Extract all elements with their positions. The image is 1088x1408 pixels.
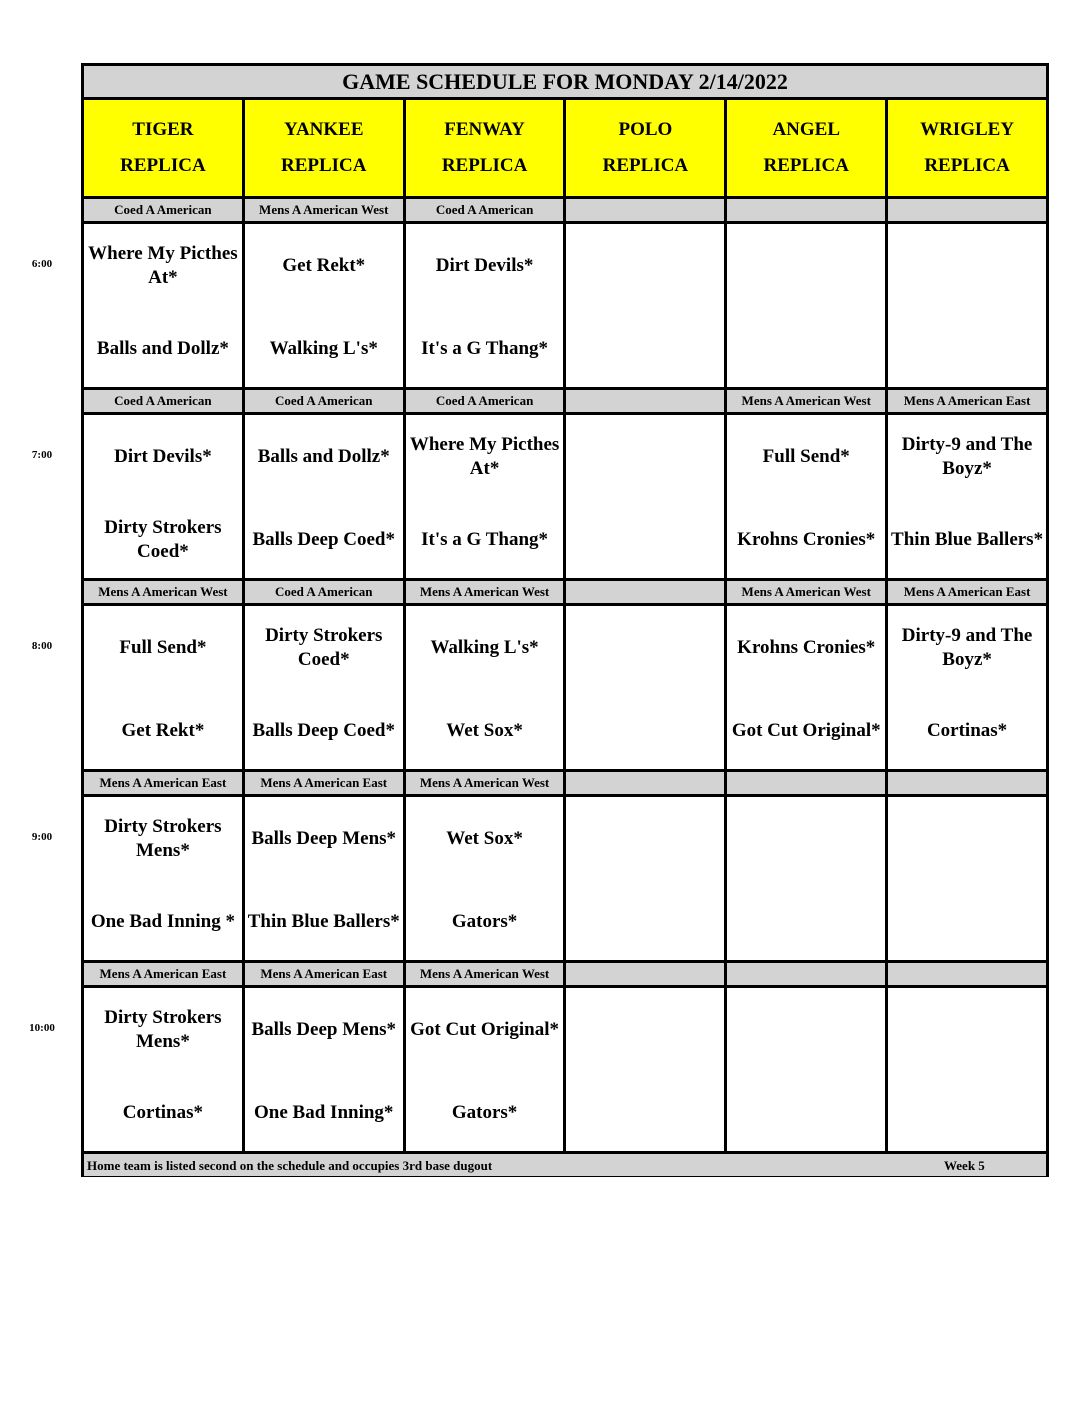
game-cell bbox=[84, 224, 242, 387]
game-cell bbox=[406, 988, 564, 1151]
game-cell bbox=[566, 988, 724, 1151]
game-cell bbox=[727, 988, 885, 1151]
game-cell bbox=[406, 415, 564, 578]
home-team: Dirty Strokers Coed* bbox=[104, 517, 222, 562]
game-cell bbox=[888, 797, 1046, 960]
division-label bbox=[566, 390, 724, 412]
time-label: 7:00 bbox=[31, 449, 53, 461]
home-team bbox=[566, 892, 724, 952]
venue-header bbox=[84, 100, 242, 196]
away-team bbox=[888, 809, 1046, 869]
game-cell bbox=[406, 606, 564, 769]
venue-subtitle: REPLICA bbox=[280, 155, 367, 176]
away-team: Dirty-9 and The Boyz* bbox=[901, 434, 1033, 479]
home-team bbox=[888, 892, 1046, 952]
division-label: Mens A American West bbox=[406, 963, 564, 985]
division-label: Coed A American bbox=[245, 390, 403, 412]
away-team: Dirt Devils* bbox=[114, 446, 212, 467]
venue-subtitle: REPLICA bbox=[602, 155, 689, 176]
game-cell bbox=[566, 415, 724, 578]
home-team: Get Rekt* bbox=[121, 720, 205, 741]
away-team: Got Cut Original* bbox=[410, 1019, 559, 1040]
home-team: Thin Blue Ballers* bbox=[247, 911, 400, 932]
away-team bbox=[566, 809, 724, 869]
game-cell bbox=[84, 797, 242, 960]
schedule-title: GAME SCHEDULE FOR MONDAY 2/14/2022 bbox=[84, 66, 1046, 97]
division-label: Mens A American East bbox=[245, 963, 403, 985]
game-cell bbox=[566, 797, 724, 960]
division-label bbox=[566, 199, 724, 221]
game-cell bbox=[406, 797, 564, 960]
venue-header bbox=[245, 100, 403, 196]
venue-name: WRIGLEY bbox=[920, 119, 1015, 140]
away-team: Where My Picthes At* bbox=[409, 434, 560, 479]
away-team bbox=[566, 618, 724, 678]
game-cell bbox=[566, 224, 724, 387]
home-team bbox=[566, 510, 724, 570]
venue-subtitle: REPLICA bbox=[924, 155, 1010, 176]
away-team: Full Send* bbox=[762, 446, 850, 467]
division-label: Mens A American West bbox=[406, 772, 564, 794]
division-label bbox=[566, 772, 724, 794]
division-label: Coed A American bbox=[406, 390, 564, 412]
game-cell bbox=[888, 606, 1046, 769]
division-label bbox=[727, 772, 885, 794]
game-cell bbox=[727, 224, 885, 387]
away-team: Dirty Strokers Coed* bbox=[265, 625, 383, 670]
venue-subtitle: REPLICA bbox=[441, 155, 528, 176]
division-label: Coed A American bbox=[245, 581, 403, 603]
home-team: Got Cut Original* bbox=[731, 720, 881, 741]
game-cell bbox=[245, 224, 403, 387]
time-label: 8:00 bbox=[31, 640, 53, 652]
away-team: Dirty Strokers Mens* bbox=[104, 816, 222, 861]
away-team: Krohns Cronies* bbox=[737, 637, 876, 658]
home-team: Walking L's* bbox=[269, 338, 378, 359]
home-team: It's a G Thang* bbox=[421, 338, 549, 359]
time-column bbox=[0, 0, 84, 1408]
away-team bbox=[888, 1000, 1046, 1060]
home-team: Cortinas* bbox=[122, 1102, 204, 1123]
venue-name: TIGER bbox=[132, 119, 194, 140]
venue-name: POLO bbox=[618, 119, 673, 140]
away-team bbox=[727, 809, 885, 869]
week-label: Week 5 bbox=[944, 1158, 985, 1173]
division-label: Coed A American bbox=[84, 390, 242, 412]
away-team: Balls Deep Mens* bbox=[251, 828, 397, 849]
away-team bbox=[566, 427, 724, 487]
division-label: Mens A American East bbox=[245, 772, 403, 794]
game-cell bbox=[727, 797, 885, 960]
division-label bbox=[888, 963, 1046, 985]
division-label: Mens A American West bbox=[245, 199, 403, 221]
division-label bbox=[727, 199, 885, 221]
division-label: Coed A American bbox=[406, 199, 564, 221]
schedule-footer bbox=[84, 1154, 1046, 1176]
game-cell bbox=[245, 797, 403, 960]
division-label: Mens A American East bbox=[84, 772, 242, 794]
home-team bbox=[727, 892, 885, 952]
home-team bbox=[727, 1083, 885, 1143]
game-cell bbox=[406, 224, 564, 387]
venue-header bbox=[406, 100, 564, 196]
game-cell bbox=[245, 415, 403, 578]
home-team: Balls Deep Coed* bbox=[252, 720, 395, 741]
venue-header bbox=[727, 100, 885, 196]
venue-header bbox=[566, 100, 724, 196]
division-label: Mens A American West bbox=[727, 581, 885, 603]
venue-name: FENWAY bbox=[444, 119, 525, 140]
home-team bbox=[727, 319, 885, 379]
away-team: Dirty Strokers Mens* bbox=[104, 1007, 222, 1052]
home-team: It's a G Thang* bbox=[421, 529, 549, 550]
home-team: Gators* bbox=[451, 911, 518, 932]
home-team: Krohns Cronies* bbox=[737, 529, 876, 550]
time-label: 9:00 bbox=[31, 831, 53, 843]
division-label bbox=[888, 199, 1046, 221]
game-cell bbox=[245, 988, 403, 1151]
division-label: Mens A American West bbox=[406, 581, 564, 603]
away-team: Walking L's* bbox=[430, 637, 539, 658]
home-team: One Bad Inning * bbox=[90, 911, 235, 932]
away-team bbox=[727, 236, 885, 296]
division-label: Mens A American East bbox=[888, 581, 1046, 603]
game-cell bbox=[84, 988, 242, 1151]
away-team: Balls Deep Mens* bbox=[251, 1019, 397, 1040]
home-team bbox=[566, 1083, 724, 1143]
home-team: Balls Deep Coed* bbox=[252, 529, 395, 550]
away-team bbox=[888, 236, 1046, 296]
schedule-table bbox=[81, 63, 1049, 1177]
away-team: Wet Sox* bbox=[446, 828, 523, 849]
division-label bbox=[727, 963, 885, 985]
venue-subtitle: REPLICA bbox=[763, 155, 849, 176]
home-team bbox=[566, 701, 724, 761]
game-cell bbox=[566, 606, 724, 769]
venue-name: ANGEL bbox=[772, 119, 841, 140]
home-team: Balls and Dollz* bbox=[96, 338, 229, 359]
away-team bbox=[566, 1000, 724, 1060]
home-team: One Bad Inning* bbox=[254, 1102, 394, 1123]
home-team-note: Home team is listed second on the schedule and occupies 3rd base dugout bbox=[87, 1158, 493, 1173]
home-team bbox=[888, 319, 1046, 379]
home-team bbox=[888, 1083, 1046, 1143]
time-label: 10:00 bbox=[29, 1022, 55, 1034]
home-team bbox=[566, 319, 724, 379]
division-label: Mens A American East bbox=[84, 963, 242, 985]
division-label bbox=[566, 963, 724, 985]
division-label: Coed A American bbox=[84, 199, 242, 221]
game-cell bbox=[245, 606, 403, 769]
home-team: Wet Sox* bbox=[446, 720, 523, 741]
game-cell bbox=[84, 415, 242, 578]
away-team: Dirty-9 and The Boyz* bbox=[901, 625, 1033, 670]
time-label: 6:00 bbox=[31, 258, 53, 270]
home-team: Gators* bbox=[451, 1102, 518, 1123]
division-label bbox=[566, 581, 724, 603]
away-team bbox=[727, 1000, 885, 1060]
division-label: Mens A American West bbox=[727, 390, 885, 412]
home-team: Cortinas* bbox=[926, 720, 1008, 741]
game-cell bbox=[888, 415, 1046, 578]
away-team bbox=[566, 236, 724, 296]
away-team: Get Rekt* bbox=[282, 255, 366, 276]
division-label: Mens A American East bbox=[888, 390, 1046, 412]
away-team: Balls and Dollz* bbox=[257, 446, 390, 467]
away-team: Where My Picthes At* bbox=[88, 243, 238, 288]
away-team: Full Send* bbox=[119, 637, 207, 658]
game-cell bbox=[888, 224, 1046, 387]
division-label bbox=[888, 772, 1046, 794]
home-team: Thin Blue Ballers* bbox=[891, 529, 1044, 550]
game-cell bbox=[727, 606, 885, 769]
game-cell bbox=[888, 988, 1046, 1151]
division-label: Mens A American West bbox=[84, 581, 242, 603]
away-team: Dirt Devils* bbox=[435, 255, 534, 276]
venue-subtitle: REPLICA bbox=[120, 155, 206, 176]
venue-name: YANKEE bbox=[283, 119, 364, 140]
game-cell bbox=[727, 415, 885, 578]
venue-header bbox=[888, 100, 1046, 196]
game-cell bbox=[84, 606, 242, 769]
